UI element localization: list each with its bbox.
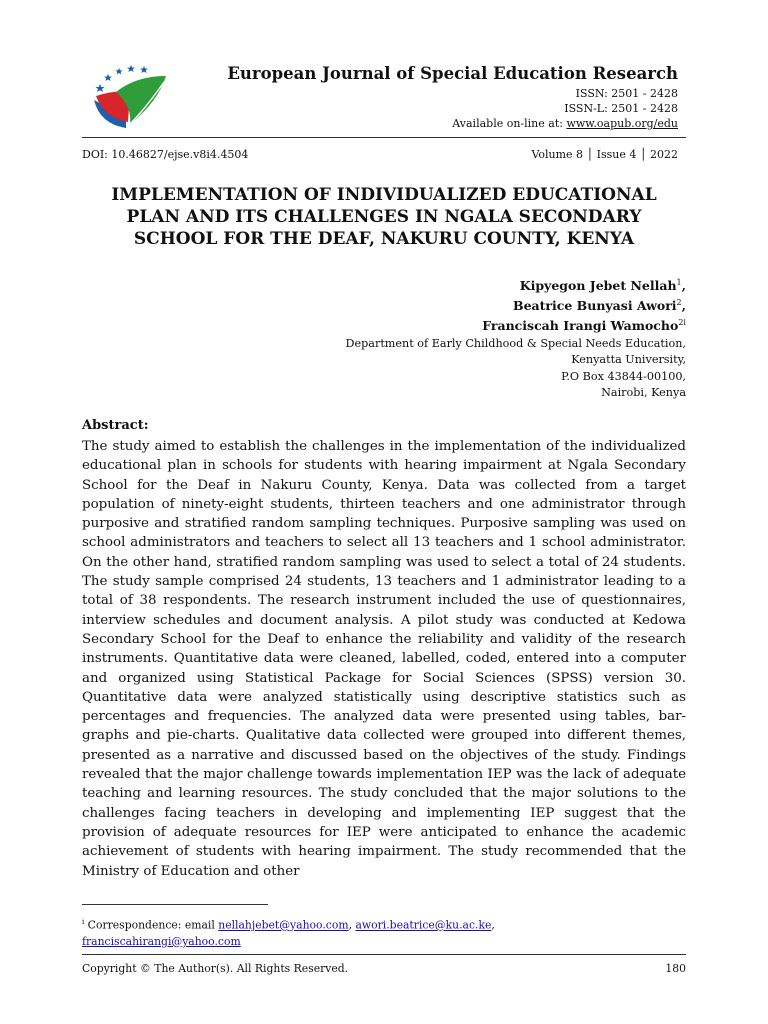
page-number: 180 bbox=[665, 962, 686, 975]
author-name: Beatrice Bunyasi Awori bbox=[513, 298, 677, 314]
affiliation-line: Kenyatta University, bbox=[571, 353, 686, 366]
author-separator: , bbox=[681, 278, 686, 294]
author-name: Franciscah Irangi Wamocho bbox=[482, 318, 679, 334]
journal-title: European Journal of Special Education Research bbox=[227, 64, 678, 83]
author-name: Kipyegon Jebet Nellah bbox=[519, 278, 677, 294]
email-link[interactable]: nellahjebet@yahoo.com bbox=[218, 918, 349, 932]
affiliation-line: Nairobi, Kenya bbox=[601, 386, 686, 399]
footnote-label: Correspondence: email bbox=[84, 918, 219, 932]
journal-url-link[interactable]: www.oapub.org/edu bbox=[566, 117, 678, 130]
article-title: IMPLEMENTATION OF INDIVIDUALIZED EDUCATIONAL PLAN AND ITS CHALLENGES IN NGALA SECONDARY SCHOOL FOR THE DEAF, NAKURU COUNTY, KENYA bbox=[111, 185, 657, 249]
affiliation-line: P.O Box 43844-00100, bbox=[561, 370, 686, 383]
email-link[interactable]: franciscahirangi@yahoo.com bbox=[82, 934, 241, 948]
star-icon bbox=[140, 66, 148, 73]
affiliation-line: Department of Early Childhood & Special Needs Education, bbox=[345, 337, 686, 350]
author-1 bbox=[520, 278, 686, 293]
abstract-heading: Abstract: bbox=[82, 418, 149, 433]
header-divider bbox=[82, 137, 686, 138]
star-icon bbox=[104, 74, 112, 81]
email-link[interactable]: awori.beatrice@ku.ac.ke bbox=[355, 918, 492, 932]
star-icon bbox=[115, 68, 122, 75]
book-logo-icon bbox=[86, 62, 170, 130]
author-mark: 1 bbox=[676, 278, 682, 287]
star-icon bbox=[96, 84, 105, 92]
abstract-text: The study aimed to establish the challenges in the implementation of the individualized educational plan in schools for students with hearing impairment at Ngala Secondary School for the Deaf in Nakuru County, Kenya. Data was collected from a target population of ninety-eight students, thirteen teachers and one administrator through purposive and stratified random sampling techniques. Purposive sampling was used on school administrators and teachers to select all 13 teachers and 1 school administrator. On the other hand, stratified random sampling was used to select a total of 24 students. The study sample comprised 24 students, 13 teachers and 1 administrator leading to a total of 38 respondents. The research instrument included the use of questionnaires, interview schedules and document analysis. A pilot study was conducted at Kedowa Secondary School for the Deaf to enhance the reliability and validity of the research instruments. Quantitative data were cleaned, labelled, coded, entered into a computer and organized using Statistical Package for Social Sciences (SPSS) version 30. Quantitative data were analyzed statistically using descriptive statistics such as percentages and frequencies. The analyzed data were presented using tables, bar-graphs and pie-charts. Qualitative data collected were grouped into different themes, presented as a narrative and discussed based on the objectives of the study. Findings revealed that the major challenge towards implementation IEP was the lack of adequate teaching and learning resources. The study concluded that the major solutions to the challenges facing teachers in developing and implementing IEP suggest that the provision of adequate resources for IEP were anticipated to enhance the academic achievement of students with hearing impairment. The study recommended that the Ministry of Education and other bbox=[82, 439, 686, 879]
doi: DOI: 10.46827/ejse.v8i4.4504 bbox=[82, 148, 249, 161]
footnote-separator: , bbox=[348, 918, 356, 932]
issn-l: ISSN-L: 2501 - 2428 bbox=[564, 102, 678, 115]
footnote-separator: , bbox=[491, 918, 495, 932]
author-3 bbox=[482, 318, 686, 333]
star-icon bbox=[127, 65, 135, 72]
issn: ISSN: 2501 - 2428 bbox=[575, 87, 678, 100]
availability-line bbox=[452, 117, 678, 130]
author-separator: , bbox=[681, 298, 686, 314]
author-mark: 2i bbox=[678, 318, 686, 327]
volume-issue: Volume 8 │ Issue 4 │ 2022 bbox=[531, 148, 678, 161]
journal-logo bbox=[86, 62, 170, 130]
footer-divider bbox=[82, 954, 686, 955]
footnote-divider bbox=[82, 904, 268, 905]
footnote bbox=[82, 914, 686, 950]
author-mark: 2 bbox=[676, 298, 682, 307]
author-2 bbox=[513, 298, 686, 313]
copyright: Copyright © The Author(s). All Rights Reserved. bbox=[82, 962, 349, 975]
footnote-mark: i bbox=[82, 918, 85, 926]
available-label: Available on-line at: bbox=[452, 117, 567, 130]
